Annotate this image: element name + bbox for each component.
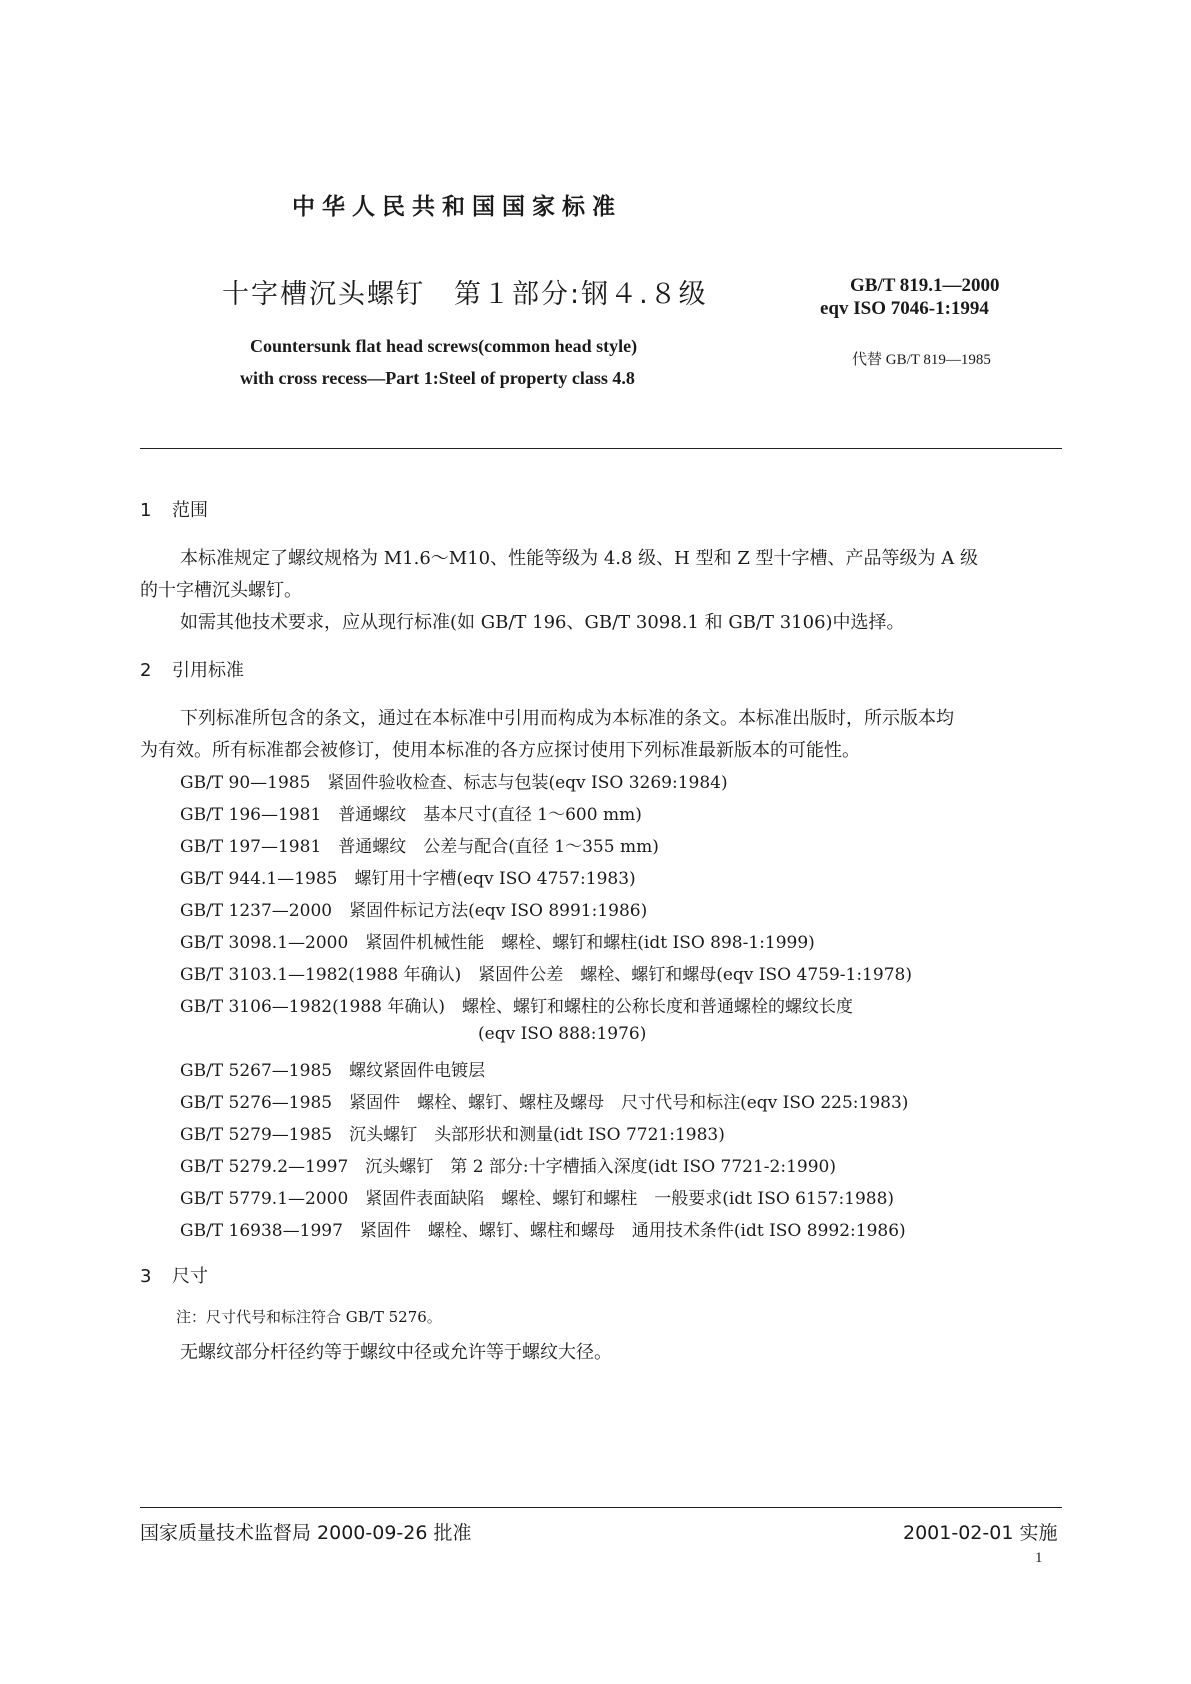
section-2-heading: [140, 656, 244, 682]
scope-paragraph-2: 如需其他技术要求，应从现行标准(如 GB/T 196、GB/T 3098.1 和 GB/T 3106)中选择。: [180, 612, 905, 633]
reference-item: GB/T 5279—1985 沉头螺钉 头部形状和测量(idt ISO 7721:1983): [180, 1125, 725, 1145]
standard-code: GB/T 819.1—2000: [850, 275, 1000, 296]
references-intro-line2: 为有效。所有标准都会被修订，使用本标准的各方应探讨使用下列标准最新版本的可能性。: [140, 740, 860, 761]
document-title-en-line1: Countersunk flat head screws(common head style): [250, 336, 638, 356]
section-1-heading: [140, 496, 208, 522]
section-2-title: 引用标准: [172, 660, 244, 681]
reference-item-continuation: (eqv ISO 888:1976): [478, 1024, 647, 1044]
reference-item: GB/T 5267—1985 螺纹紧固件电镀层: [180, 1061, 486, 1081]
implementation-date: 2001-02-01 实施: [903, 1522, 1058, 1544]
standard-type-heading: 中华人民共和国国家标准: [292, 194, 622, 220]
reference-item: GB/T 5779.1—2000 紧固件表面缺陷 螺栓、螺钉和螺柱 一般要求(idt ISO 6157:1988): [180, 1189, 895, 1209]
header-divider: [140, 448, 1062, 449]
reference-item: GB/T 3106—1982(1988 年确认) 螺栓、螺钉和螺柱的公称长度和普通螺栓的螺纹长度: [180, 997, 854, 1017]
footer-divider: [140, 1507, 1062, 1508]
page-number: 1: [1035, 1550, 1043, 1566]
reference-item: GB/T 5279.2—1997 沉头螺钉 第 2 部分:十字槽插入深度(idt ISO 7721-2:1990): [180, 1157, 836, 1177]
dimensions-text: 无螺纹部分杆径约等于螺纹中径或允许等于螺纹大径。: [180, 1342, 612, 1363]
section-2-number: 2: [140, 660, 152, 681]
section-3-title: 尺寸: [172, 1266, 208, 1287]
document-title-en-line2: with cross recess—Part 1:Steel of property class 4.8: [240, 368, 635, 388]
approval-date: 国家质量技术监督局 2000-09-26 批准: [140, 1522, 472, 1544]
dimensions-note: 注：尺寸代号和标注符合 GB/T 5276。: [176, 1308, 442, 1326]
reference-item: GB/T 197—1981 普通螺纹 公差与配合(直径 1～355 mm): [180, 837, 659, 857]
section-3-heading: [140, 1262, 208, 1288]
reference-item: GB/T 16938—1997 紧固件 螺栓、螺钉、螺柱和螺母 通用技术条件(idt ISO 8992:1986): [180, 1221, 906, 1241]
reference-item: GB/T 3098.1—2000 紧固件机械性能 螺栓、螺钉和螺柱(idt ISO 898-1:1999): [180, 933, 815, 953]
scope-paragraph-line2: 的十字槽沉头螺钉。: [140, 580, 302, 601]
section-1-number: 1: [140, 500, 152, 521]
section-3-number: 3: [140, 1266, 152, 1287]
reference-item: GB/T 5276—1985 紧固件 螺栓、螺钉、螺柱及螺母 尺寸代号和标注(eqv ISO 225:1983): [180, 1093, 909, 1113]
reference-item: GB/T 3103.1—1982(1988 年确认) 紧固件公差 螺栓、螺钉和螺母(eqv ISO 4759-1:1978): [180, 965, 912, 985]
reference-item: GB/T 90—1985 紧固件验收检查、标志与包装(eqv ISO 3269:1984): [180, 773, 728, 793]
section-1-title: 范围: [172, 500, 208, 521]
references-intro-line1: 下列标准所包含的条文，通过在本标准中引用而构成为本标准的条文。本标准出版时，所示版本均: [180, 708, 954, 729]
scope-paragraph-line1: 本标准规定了螺纹规格为 M1.6～M10、性能等级为 4.8 级、H 型和 Z 型十字槽、产品等级为 A 级: [180, 548, 978, 569]
document-title-cn: 十字槽沉头螺钉 第１部分:钢４.８级: [222, 279, 708, 310]
equivalent-iso-code: eqv ISO 7046-1:1994: [820, 298, 989, 319]
replaces-standard: 代替 GB/T 819—1985: [852, 352, 991, 368]
reference-item: GB/T 1237—2000 紧固件标记方法(eqv ISO 8991:1986): [180, 901, 648, 921]
reference-item: GB/T 944.1—1985 螺钉用十字槽(eqv ISO 4757:1983): [180, 869, 636, 889]
reference-item: GB/T 196—1981 普通螺纹 基本尺寸(直径 1～600 mm): [180, 805, 642, 825]
